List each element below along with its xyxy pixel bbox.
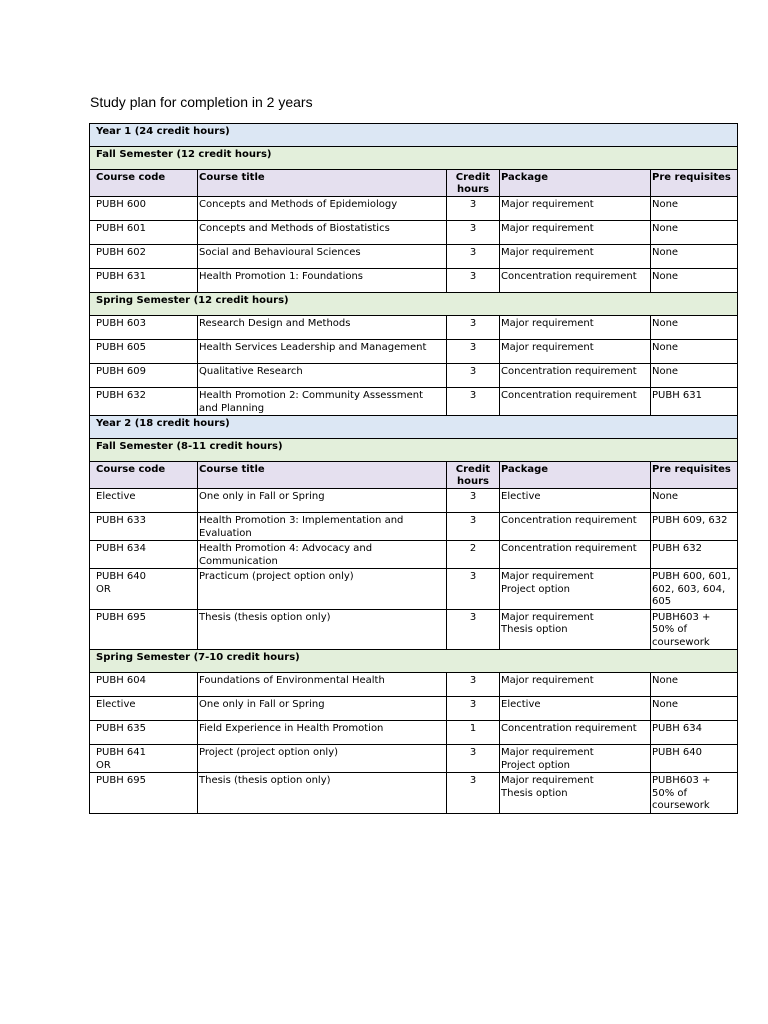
course-code-line: PUBH 695 <box>96 775 146 786</box>
credit-hours: 3 <box>447 364 500 388</box>
course-title <box>198 245 447 269</box>
course-title-line: One only in Fall or Spring <box>199 491 325 502</box>
course-row <box>90 316 738 340</box>
package <box>500 673 651 697</box>
package-line: Concentration requirement <box>501 543 637 554</box>
course-code <box>90 721 198 745</box>
course-title <box>198 489 447 513</box>
course-title-line: and Planning <box>199 402 265 414</box>
package-line: Major requirement <box>501 318 594 329</box>
package-line: Thesis option <box>501 624 568 635</box>
header-course-code: Course code <box>90 462 198 489</box>
column-header-row <box>90 462 738 489</box>
package-line: Major requirement <box>501 611 594 623</box>
course-row <box>90 197 738 221</box>
package-line: Major requirement <box>501 247 594 258</box>
year-row <box>90 416 738 439</box>
prerequisites-line: coursework <box>652 800 710 811</box>
prerequisites-line: None <box>652 342 679 353</box>
course-title <box>198 340 447 364</box>
credit-hours: 3 <box>447 489 500 513</box>
course-title-line: Social and Behavioural Sciences <box>199 247 361 258</box>
course-code <box>90 697 198 721</box>
package-line: Elective <box>501 699 541 710</box>
prerequisites-line: PUBH 634 <box>652 723 702 734</box>
header-credit-hours-line: hours <box>457 476 489 487</box>
package-line: Major requirement <box>501 223 594 234</box>
course-row <box>90 388 738 416</box>
credit-hours: 3 <box>447 513 500 541</box>
package-line: Concentration requirement <box>501 271 637 282</box>
semester-row <box>90 650 738 673</box>
credit-hours: 3 <box>447 673 500 697</box>
package-line: Thesis option <box>501 787 568 799</box>
course-code-line: PUBH 601 <box>96 223 146 234</box>
package <box>500 697 651 721</box>
course-row <box>90 513 738 541</box>
package-line: Elective <box>501 491 541 502</box>
course-code-line: PUBH 635 <box>96 723 146 734</box>
package <box>500 569 651 610</box>
header-course-title: Course title <box>198 170 447 197</box>
course-code <box>90 221 198 245</box>
package-line: Concentration requirement <box>501 723 637 734</box>
course-row <box>90 773 738 814</box>
prerequisites-line: None <box>652 675 679 686</box>
course-title-line: Concepts and Methods of Biostatistics <box>199 223 390 234</box>
credit-hours: 3 <box>447 269 500 293</box>
prerequisites-line: PUBH 609, 632 <box>652 515 728 526</box>
column-header-row <box>90 170 738 197</box>
prerequisites-line: None <box>652 199 679 210</box>
year-row <box>90 124 738 147</box>
prerequisites-line: PUBH 640 <box>652 747 702 758</box>
package-line: Major requirement <box>501 199 594 210</box>
prerequisites-line: 50% of <box>652 787 688 799</box>
course-code <box>90 541 198 569</box>
header-credit-hours-line: Credit <box>455 464 491 475</box>
semester-row <box>90 439 738 462</box>
prerequisites-line: PUBH 600, 601, <box>652 571 731 582</box>
course-title <box>198 316 447 340</box>
course-code-line: Elective <box>96 699 136 710</box>
prerequisites <box>651 609 738 650</box>
semester-row <box>90 147 738 170</box>
course-code <box>90 609 198 650</box>
prerequisites-line: 50% of <box>652 624 688 635</box>
course-title <box>198 513 447 541</box>
prerequisites <box>651 221 738 245</box>
package-line: Major requirement <box>501 675 594 686</box>
course-row <box>90 269 738 293</box>
course-code <box>90 489 198 513</box>
semester-label: Fall Semester (12 credit hours) <box>90 147 738 170</box>
header-credit-hours-line: Credit <box>455 172 491 183</box>
course-row <box>90 364 738 388</box>
credit-hours: 2 <box>447 541 500 569</box>
course-title-line: Health Promotion 3: Implementation and <box>199 515 404 526</box>
course-row <box>90 609 738 650</box>
prerequisites-line: PUBH603 + <box>652 611 711 623</box>
study-plan-table <box>89 123 738 814</box>
prerequisites <box>651 773 738 814</box>
course-title-line: Practicum (project option only) <box>199 571 354 582</box>
course-code <box>90 316 198 340</box>
course-code <box>90 773 198 814</box>
package <box>500 773 651 814</box>
prerequisites-line: PUBH 631 <box>652 390 702 401</box>
prerequisites <box>651 745 738 773</box>
course-code-line: Elective <box>96 491 136 502</box>
course-title-line: One only in Fall or Spring <box>199 699 325 710</box>
course-title-line: Health Services Leadership and Management <box>199 342 427 353</box>
header-course-code: Course code <box>90 170 198 197</box>
course-code <box>90 197 198 221</box>
course-code-line: OR <box>96 759 111 771</box>
package-line: Major requirement <box>501 571 594 582</box>
prerequisites <box>651 541 738 569</box>
course-title <box>198 221 447 245</box>
course-code-line: PUBH 631 <box>96 271 146 282</box>
package <box>500 197 651 221</box>
prerequisites-line: None <box>652 366 679 377</box>
year-label: Year 2 (18 credit hours) <box>90 416 738 439</box>
package <box>500 269 651 293</box>
course-code <box>90 388 198 416</box>
header-prerequisites: Pre requisites <box>651 170 738 197</box>
semester-label: Spring Semester (12 credit hours) <box>90 293 738 316</box>
prerequisites-line: coursework <box>652 636 710 648</box>
course-title <box>198 609 447 650</box>
package <box>500 721 651 745</box>
header-credit-hours <box>447 170 500 197</box>
header-package: Package <box>500 462 651 489</box>
course-title-line: Field Experience in Health Promotion <box>199 723 384 734</box>
prerequisites-line: None <box>652 247 679 258</box>
course-row <box>90 673 738 697</box>
package <box>500 364 651 388</box>
course-code <box>90 513 198 541</box>
prerequisites-line: 602, 603, 604, <box>652 583 726 595</box>
package-line: Major requirement <box>501 747 594 758</box>
credit-hours: 3 <box>447 609 500 650</box>
credit-hours: 3 <box>447 569 500 610</box>
prerequisites <box>651 673 738 697</box>
prerequisites-line: PUBH 632 <box>652 543 702 554</box>
header-package: Package <box>500 170 651 197</box>
prerequisites <box>651 513 738 541</box>
course-code <box>90 364 198 388</box>
course-title-line: Thesis (thesis option only) <box>199 775 331 786</box>
course-title-line: Health Promotion 2: Community Assessment <box>199 390 424 401</box>
package-line: Major requirement <box>501 342 594 353</box>
course-row <box>90 541 738 569</box>
package-line: Concentration requirement <box>501 366 637 377</box>
credit-hours: 3 <box>447 221 500 245</box>
course-row <box>90 569 738 610</box>
course-title <box>198 673 447 697</box>
prerequisites <box>651 721 738 745</box>
prerequisites <box>651 569 738 610</box>
course-code-line: PUBH 609 <box>96 366 146 377</box>
course-row <box>90 340 738 364</box>
package <box>500 489 651 513</box>
course-row <box>90 221 738 245</box>
course-code-line: PUBH 605 <box>96 342 146 353</box>
prerequisites-line: PUBH603 + <box>652 775 711 786</box>
course-title <box>198 364 447 388</box>
package <box>500 245 651 269</box>
course-code-line: PUBH 603 <box>96 318 146 329</box>
course-title-line: Communication <box>199 555 278 567</box>
prerequisites-line: None <box>652 318 679 329</box>
course-code <box>90 269 198 293</box>
credit-hours: 3 <box>447 388 500 416</box>
year-label: Year 1 (24 credit hours) <box>90 124 738 147</box>
package <box>500 316 651 340</box>
header-credit-hours-line: hours <box>457 184 489 195</box>
course-code-line: PUBH 641 <box>96 747 146 758</box>
course-title-line: Thesis (thesis option only) <box>199 611 331 623</box>
package <box>500 340 651 364</box>
course-title <box>198 388 447 416</box>
course-code-line: PUBH 602 <box>96 247 146 258</box>
prerequisites-line: None <box>652 271 679 282</box>
course-code-line: OR <box>96 583 111 595</box>
page-title: Study plan for completion in 2 years <box>90 94 313 110</box>
course-row <box>90 489 738 513</box>
package <box>500 221 651 245</box>
header-credit-hours <box>447 462 500 489</box>
prerequisites-line: None <box>652 491 679 502</box>
course-code <box>90 340 198 364</box>
semester-label: Spring Semester (7-10 credit hours) <box>90 650 738 673</box>
prerequisites-line: 605 <box>652 596 672 607</box>
course-title <box>198 541 447 569</box>
course-title-line: Evaluation <box>199 527 252 539</box>
package-line: Concentration requirement <box>501 390 637 401</box>
credit-hours: 3 <box>447 197 500 221</box>
course-title <box>198 745 447 773</box>
course-code-line: PUBH 640 <box>96 571 146 582</box>
prerequisites <box>651 388 738 416</box>
credit-hours: 3 <box>447 697 500 721</box>
course-code-line: PUBH 695 <box>96 611 146 623</box>
credit-hours: 1 <box>447 721 500 745</box>
course-row <box>90 721 738 745</box>
prerequisites <box>651 269 738 293</box>
prerequisites <box>651 489 738 513</box>
header-prerequisites: Pre requisites <box>651 462 738 489</box>
credit-hours: 3 <box>447 745 500 773</box>
course-code-line: PUBH 632 <box>96 390 146 401</box>
course-title-line: Foundations of Environmental Health <box>199 675 385 686</box>
package <box>500 513 651 541</box>
course-code <box>90 673 198 697</box>
course-code-line: PUBH 633 <box>96 515 146 526</box>
semester-row <box>90 293 738 316</box>
prerequisites <box>651 364 738 388</box>
course-code <box>90 569 198 610</box>
course-title-line: Qualitative Research <box>199 366 303 377</box>
credit-hours: 3 <box>447 316 500 340</box>
course-code <box>90 245 198 269</box>
prerequisites-line: None <box>652 699 679 710</box>
course-title <box>198 197 447 221</box>
credit-hours: 3 <box>447 245 500 269</box>
package-line: Project option <box>501 583 571 595</box>
course-title-line: Concepts and Methods of Epidemiology <box>199 199 398 210</box>
course-code-line: PUBH 600 <box>96 199 146 210</box>
header-course-title: Course title <box>198 462 447 489</box>
course-row <box>90 745 738 773</box>
course-title-line: Research Design and Methods <box>199 318 351 329</box>
course-title <box>198 569 447 610</box>
package <box>500 388 651 416</box>
package-line: Concentration requirement <box>501 515 637 526</box>
credit-hours: 3 <box>447 773 500 814</box>
course-title <box>198 721 447 745</box>
course-row <box>90 245 738 269</box>
course-title-line: Health Promotion 4: Advocacy and <box>199 543 373 554</box>
course-title <box>198 269 447 293</box>
package-line: Major requirement <box>501 775 594 786</box>
semester-label: Fall Semester (8-11 credit hours) <box>90 439 738 462</box>
course-row <box>90 697 738 721</box>
package <box>500 541 651 569</box>
course-title <box>198 697 447 721</box>
prerequisites <box>651 697 738 721</box>
package <box>500 609 651 650</box>
prerequisites <box>651 340 738 364</box>
prerequisites-line: None <box>652 223 679 234</box>
package <box>500 745 651 773</box>
course-code-line: PUBH 634 <box>96 543 146 554</box>
prerequisites <box>651 316 738 340</box>
course-title-line: Health Promotion 1: Foundations <box>199 271 364 282</box>
prerequisites <box>651 245 738 269</box>
credit-hours: 3 <box>447 340 500 364</box>
prerequisites <box>651 197 738 221</box>
course-title <box>198 773 447 814</box>
course-title-line: Project (project option only) <box>199 747 339 758</box>
package-line: Project option <box>501 759 571 771</box>
course-code-line: PUBH 604 <box>96 675 146 686</box>
course-code <box>90 745 198 773</box>
